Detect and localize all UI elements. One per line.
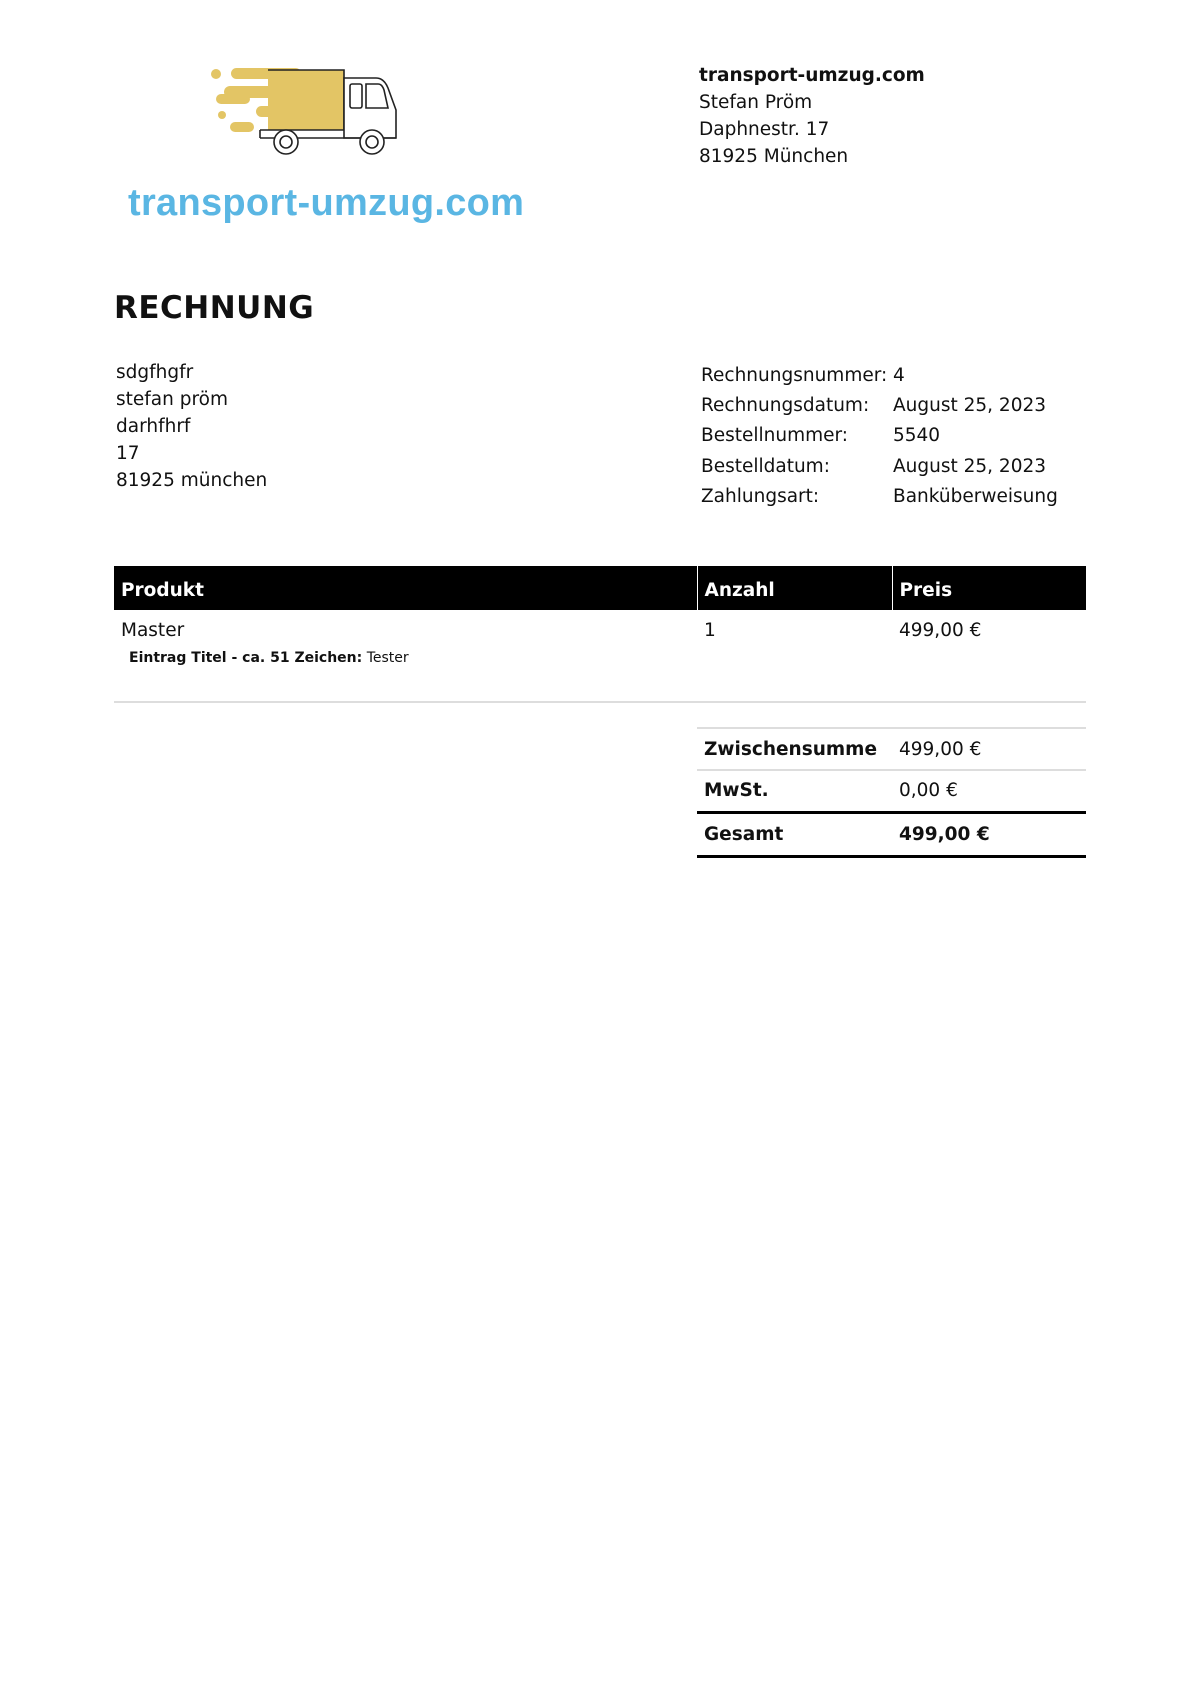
meta-label: Rechnungsdatum:: [701, 394, 870, 416]
products-header-row: [114, 566, 1086, 610]
shop-owner: Stefan Pröm: [699, 92, 813, 113]
invoice-number-row: [701, 360, 1058, 390]
table-row: [114, 610, 1086, 702]
total-value: 499,00 €: [892, 812, 1086, 856]
tax-row: [697, 770, 1086, 812]
meta-value: August 25, 2023: [893, 394, 1047, 416]
subtotal-label: Zwischensumme: [697, 728, 892, 770]
shop-name: transport-umzug.com: [699, 65, 925, 86]
tax-label: MwSt.: [697, 770, 892, 812]
meta-label: Zahlungsart:: [701, 485, 820, 507]
payment-method-row: [701, 481, 1058, 511]
document-title: RECHNUNG: [114, 290, 315, 326]
products-table: [114, 566, 1086, 703]
shop-street: Daphnestr. 17: [699, 119, 830, 140]
product-meta: [129, 650, 690, 666]
order-date-row: [701, 451, 1058, 481]
order-number-row: [701, 421, 1058, 451]
billing-line: sdgfhgfr: [116, 362, 194, 383]
price-cell: 499,00 €: [892, 610, 1086, 702]
product-meta-key: Eintrag Titel - ca. 51 Zeichen:: [129, 650, 363, 666]
subtotal-value: 499,00 €: [892, 728, 1086, 770]
logo-text: transport-umzug.com: [128, 182, 525, 224]
column-header-product: Produkt: [114, 566, 697, 610]
billing-line: 81925 münchen: [116, 470, 268, 491]
meta-value: 5540: [893, 425, 941, 447]
meta-label: Bestelldatum:: [701, 455, 830, 477]
shop-city: 81925 München: [699, 146, 849, 167]
delivery-truck-icon: [208, 66, 408, 158]
totals-table: [697, 727, 1086, 858]
meta-value: 4: [893, 364, 905, 386]
billing-line: 17: [116, 443, 140, 464]
subtotal-row: [697, 728, 1086, 770]
order-meta: [701, 360, 1058, 511]
meta-label: Rechnungsnummer:: [701, 364, 888, 386]
column-header-price: Preis: [892, 566, 1086, 610]
meta-value: Banküberweisung: [893, 485, 1058, 507]
quantity-cell: 1: [697, 610, 892, 702]
total-row: [697, 812, 1086, 856]
invoice-date-row: [701, 390, 1058, 420]
product-meta-value: Tester: [366, 650, 409, 666]
shop-address: [699, 62, 925, 170]
tax-value: 0,00 €: [892, 770, 1086, 812]
meta-value: August 25, 2023: [893, 455, 1047, 477]
product-name: Master: [121, 620, 185, 641]
product-cell: [114, 610, 697, 702]
company-logo: [128, 66, 525, 236]
billing-line: stefan pröm: [116, 389, 229, 410]
total-label: Gesamt: [697, 812, 892, 856]
meta-label: Bestellnummer:: [701, 425, 849, 447]
billing-line: darhfhrf: [116, 416, 191, 437]
billing-address: [116, 359, 267, 494]
column-header-quantity: Anzahl: [697, 566, 892, 610]
